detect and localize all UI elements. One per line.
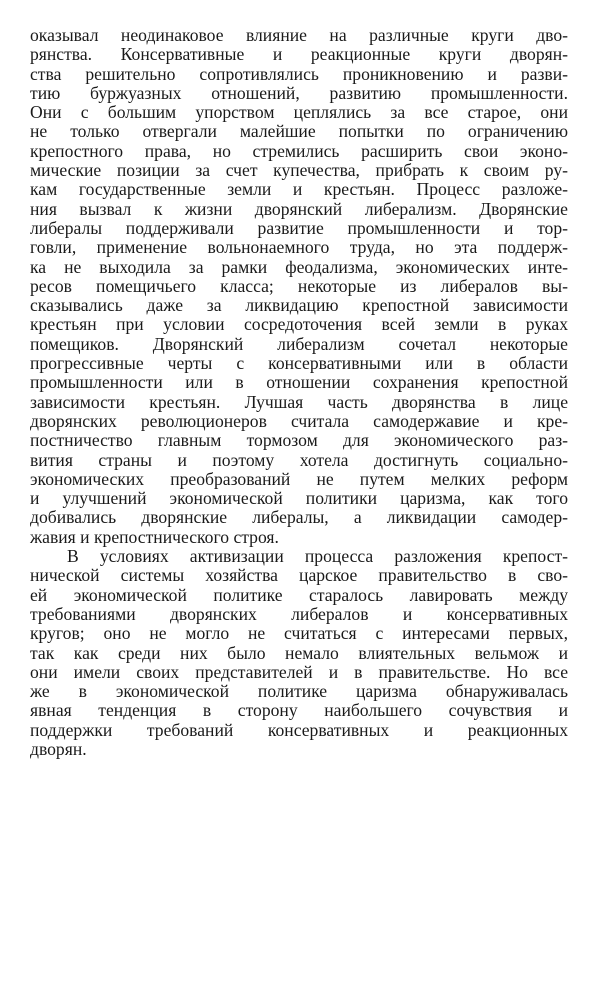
text-line: нической системы хозяйства царское правительство в сво- xyxy=(30,565,568,586)
text-line: Они с большим упорством цеплялись за все старое, они xyxy=(30,102,568,123)
text-line: постничество главным тормозом для экономического раз- xyxy=(30,430,568,451)
text-line: прогрессивные черты с консервативными или в области xyxy=(30,353,568,374)
text-line: крестьян при условии сосредоточения всей земли в руках xyxy=(30,314,568,335)
paragraph-1 xyxy=(30,26,568,547)
text-line: требованиями дворянских либералов и консервативных xyxy=(30,603,568,624)
text-line: В условиях активизации процесса разложения крепост- xyxy=(67,546,568,567)
text-line: говли, применение вольнонаемного труда, но эта поддерж- xyxy=(30,237,568,258)
text-line: они имели своих представителей и в правительстве. Но все xyxy=(30,661,568,682)
text-line: тию буржуазных отношений, развитию промышленности. xyxy=(30,82,568,103)
text-line: экономических преобразований не путем мелких реформ xyxy=(30,468,568,489)
text-line: рянства. Консервативные и реакционные круги дворян- xyxy=(30,44,568,65)
text-line: и улучшений экономической политики царизма, как того xyxy=(30,488,568,509)
text-line: же в экономической политике царизма обнаруживалась xyxy=(30,681,568,702)
text-line: поддержки требований консервативных и реакционных xyxy=(30,719,568,740)
text-line: дворян. xyxy=(30,738,87,759)
text-line: кругов; оно не могло не считаться с интересами первых, xyxy=(30,623,568,644)
text-line: оказывал неодинаковое влияние на различные круги дво- xyxy=(30,25,568,45)
text-line: кам государственные земли и крестьян. Процесс разложе- xyxy=(30,179,568,200)
text-line: ния вызвал к жизни дворянский либерализм. Дворянские xyxy=(30,198,568,219)
text-line: ка не выходила за рамки феодализма, экономических инте- xyxy=(30,256,568,277)
text-line: так как среди них было немало влиятельных вельмож и xyxy=(30,642,568,663)
text-line: ей экономической политике старалось лавировать между xyxy=(30,584,568,605)
text-line: помещиков. Дворянский либерализм сочетал некоторые xyxy=(30,333,568,354)
text-line: жавия и крепостнического строя. xyxy=(30,526,279,547)
text-line: зависимости крестьян. Лучшая часть дворянства в лице xyxy=(30,391,568,412)
text-line: сказывались даже за ликвидацию крепостной зависимости xyxy=(30,295,568,316)
text-line: дворянских революционеров считала самодержавие и кре- xyxy=(30,410,568,431)
paragraph-2 xyxy=(30,547,568,759)
text-line: либералы поддерживали развитие промышленности и тор- xyxy=(30,217,568,238)
text-line: вития страны и поэтому хотела достигнуть социально- xyxy=(30,449,568,470)
text-line: добивались дворянские либералы, а ликвидации самодер- xyxy=(30,507,568,528)
text-line: не только отвергали малейшие попытки по ограничению xyxy=(30,121,568,142)
text-line: ресов помещичьего класса; некоторые из либералов вы- xyxy=(30,275,568,296)
text-line: крепостного права, но стремились расширить свои эконо- xyxy=(30,140,568,161)
text-line: явная тенденция в сторону наибольшего сочувствия и xyxy=(30,700,568,721)
text-line: ства решительно сопротивлялись проникновению и разви- xyxy=(30,63,568,84)
text-line: мические позиции за счет купечества, прибрать к своим ру- xyxy=(30,160,568,181)
document-page xyxy=(30,26,568,759)
text-line: промышленности или в отношении сохранения крепостной xyxy=(30,372,568,393)
